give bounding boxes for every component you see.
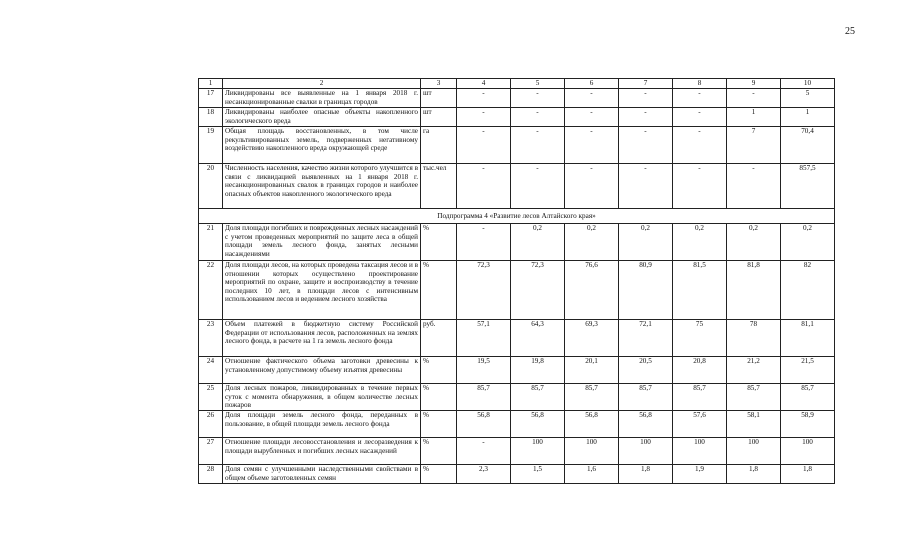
value-cell: - — [457, 224, 511, 261]
value-cell: 57,6 — [673, 411, 727, 438]
page-number: 25 — [845, 26, 855, 37]
value-cell: 56,8 — [457, 411, 511, 438]
table-row — [199, 164, 835, 209]
value-cell: 56,8 — [511, 411, 565, 438]
table-row — [199, 411, 835, 438]
row-number: 21 — [199, 224, 223, 261]
value-cell: - — [457, 438, 511, 465]
value-cell: 85,7 — [511, 384, 565, 411]
column-header: 7 — [619, 79, 673, 89]
value-cell: 57,1 — [457, 320, 511, 357]
value-cell: 85,7 — [457, 384, 511, 411]
value-cell: 100 — [619, 438, 673, 465]
value-cell: 1 — [781, 108, 835, 127]
value-cell: - — [619, 89, 673, 108]
value-cell: 21,5 — [781, 357, 835, 384]
row-number: 28 — [199, 465, 223, 484]
value-cell: - — [673, 164, 727, 209]
unit-cell: % — [421, 261, 457, 320]
row-number: 23 — [199, 320, 223, 357]
column-header: 1 — [199, 79, 223, 89]
unit-cell: тыс.чел — [421, 164, 457, 209]
indicator-name: Ликвидированы наиболее опасные объекты накопленного экологического вреда — [223, 108, 421, 127]
unit-cell: % — [421, 438, 457, 465]
column-header: 6 — [565, 79, 619, 89]
value-cell: - — [457, 164, 511, 209]
value-cell: 78 — [727, 320, 781, 357]
value-cell: - — [727, 164, 781, 209]
value-cell: 20,5 — [619, 357, 673, 384]
value-cell: 1 — [727, 108, 781, 127]
row-number: 27 — [199, 438, 223, 465]
value-cell: 0,2 — [511, 224, 565, 261]
value-cell: 21,2 — [727, 357, 781, 384]
subprogram-title: Подпрограмма 4 «Развитие лесов Алтайского края» — [199, 209, 835, 224]
value-cell: - — [457, 89, 511, 108]
column-header: 10 — [781, 79, 835, 89]
value-cell: - — [727, 89, 781, 108]
indicator-name: Доля площади погибших и поврежденных лесных насаждений с учетом проведенных мероприятий по защите леса в общей площади земель лесного фонда, занятых лесными насаждениями — [223, 224, 421, 261]
column-header: 2 — [223, 79, 421, 89]
table-row — [199, 89, 835, 108]
value-cell: 100 — [727, 438, 781, 465]
value-cell: 56,8 — [565, 411, 619, 438]
indicator-name: Отношение площади лесовосстановления и лесоразведения к площади вырубленных и погибших лесных насаждений — [223, 438, 421, 465]
value-cell: 2,3 — [457, 465, 511, 484]
unit-cell: % — [421, 224, 457, 261]
value-cell: 0,2 — [727, 224, 781, 261]
value-cell: 72,3 — [511, 261, 565, 320]
indicators-table — [198, 78, 835, 484]
column-header: 8 — [673, 79, 727, 89]
value-cell: 76,6 — [565, 261, 619, 320]
value-cell: 19,8 — [511, 357, 565, 384]
value-cell: - — [565, 164, 619, 209]
column-header: 5 — [511, 79, 565, 89]
value-cell: - — [619, 108, 673, 127]
value-cell: - — [673, 127, 727, 164]
value-cell: 75 — [673, 320, 727, 357]
value-cell: - — [565, 89, 619, 108]
unit-cell: % — [421, 465, 457, 484]
value-cell: 1,5 — [511, 465, 565, 484]
value-cell: 0,2 — [781, 224, 835, 261]
value-cell: 81,8 — [727, 261, 781, 320]
value-cell: 0,2 — [565, 224, 619, 261]
value-cell: 20,1 — [565, 357, 619, 384]
column-header: 3 — [421, 79, 457, 89]
value-cell: 100 — [673, 438, 727, 465]
value-cell: 58,9 — [781, 411, 835, 438]
value-cell: 1,6 — [565, 465, 619, 484]
value-cell: - — [619, 164, 673, 209]
value-cell: 70,4 — [781, 127, 835, 164]
indicator-name: Доля лесных пожаров, ликвидированных в течение первых суток с момента обнаружения, в общем количестве лесных пожаров — [223, 384, 421, 411]
value-cell: 72,1 — [619, 320, 673, 357]
value-cell: - — [673, 89, 727, 108]
value-cell: 5 — [781, 89, 835, 108]
table-row — [199, 108, 835, 127]
unit-cell: % — [421, 357, 457, 384]
value-cell: 64,3 — [511, 320, 565, 357]
indicator-name: Доля площади лесов, на которых проведена таксация лесов и в отношении которых осуществлено проектирование мероприятий по охране, защите и воспроизводству в течение последних 10 лет, в площади лесов с интенсивным использованием лесов и ведением лесного хозяйства — [223, 261, 421, 320]
row-number: 24 — [199, 357, 223, 384]
value-cell: 19,5 — [457, 357, 511, 384]
unit-cell: % — [421, 384, 457, 411]
value-cell: 82 — [781, 261, 835, 320]
subprogram-row — [199, 209, 835, 224]
unit-cell: % — [421, 411, 457, 438]
value-cell: 69,3 — [565, 320, 619, 357]
value-cell: 857,5 — [781, 164, 835, 209]
unit-cell: руб. — [421, 320, 457, 357]
value-cell: - — [511, 127, 565, 164]
value-cell: 85,7 — [781, 384, 835, 411]
value-cell: 100 — [511, 438, 565, 465]
table-row — [199, 438, 835, 465]
unit-cell: га — [421, 127, 457, 164]
indicator-name: Отношение фактического объема заготовки древесины к установленному допустимому объему изъятия древесины — [223, 357, 421, 384]
column-header: 4 — [457, 79, 511, 89]
row-number: 18 — [199, 108, 223, 127]
value-cell: - — [511, 89, 565, 108]
row-number: 22 — [199, 261, 223, 320]
unit-cell: шт — [421, 108, 457, 127]
value-cell: 0,2 — [673, 224, 727, 261]
row-number: 25 — [199, 384, 223, 411]
value-cell: 80,9 — [619, 261, 673, 320]
value-cell: - — [457, 127, 511, 164]
indicator-name: Объем платежей в бюджетную систему Российской Федерации от использования лесов, расположенных на землях лесного фонда, в расчете на 1 га земель лесного фонда — [223, 320, 421, 357]
table-row — [199, 261, 835, 320]
row-number: 19 — [199, 127, 223, 164]
value-cell: 58,1 — [727, 411, 781, 438]
value-cell: - — [511, 164, 565, 209]
indicator-name: Общая площадь восстановленных, в том числе рекультивированных земель, подверженных негативному воздействию накопленного вреда окружающей среде — [223, 127, 421, 164]
table-row — [199, 357, 835, 384]
value-cell: 0,2 — [619, 224, 673, 261]
value-cell: 85,7 — [673, 384, 727, 411]
indicator-name: Ликвидированы все выявленные на 1 января 2018 г. несанкционированные свалки в границах городов — [223, 89, 421, 108]
column-header: 9 — [727, 79, 781, 89]
value-cell: 1,8 — [619, 465, 673, 484]
value-cell: 85,7 — [619, 384, 673, 411]
value-cell: - — [673, 108, 727, 127]
value-cell: 85,7 — [565, 384, 619, 411]
table-row — [199, 224, 835, 261]
value-cell: 85,7 — [727, 384, 781, 411]
row-number: 26 — [199, 411, 223, 438]
table-row — [199, 384, 835, 411]
indicator-name: Доля площади земель лесного фонда, переданных в пользование, в общей площади земель лесного фонда — [223, 411, 421, 438]
value-cell: 100 — [565, 438, 619, 465]
value-cell: 7 — [727, 127, 781, 164]
table-row — [199, 465, 835, 484]
value-cell: - — [511, 108, 565, 127]
value-cell: 100 — [781, 438, 835, 465]
row-number: 17 — [199, 89, 223, 108]
value-cell: - — [619, 127, 673, 164]
value-cell: 1,8 — [727, 465, 781, 484]
value-cell: 1,9 — [673, 465, 727, 484]
value-cell: 72,3 — [457, 261, 511, 320]
value-cell: - — [565, 108, 619, 127]
row-number: 20 — [199, 164, 223, 209]
table-row — [199, 320, 835, 357]
indicator-name: Доля семян с улучшенными наследственными свойствами в общем объеме заготовленных семян — [223, 465, 421, 484]
value-cell: 20,8 — [673, 357, 727, 384]
value-cell: 1,8 — [781, 465, 835, 484]
table-header-row — [199, 79, 835, 89]
value-cell: 81,5 — [673, 261, 727, 320]
value-cell: 56,8 — [619, 411, 673, 438]
indicator-name: Численность населения, качество жизни которого улучшится в связи с ликвидацией выявленных на 1 января 2018 г. несанкционированных свалок в границах городов и наиболее опасных объектов накопленного экологического вреда — [223, 164, 421, 209]
table-row — [199, 127, 835, 164]
unit-cell: шт — [421, 89, 457, 108]
value-cell: - — [457, 108, 511, 127]
value-cell: 81,1 — [781, 320, 835, 357]
value-cell: - — [565, 127, 619, 164]
